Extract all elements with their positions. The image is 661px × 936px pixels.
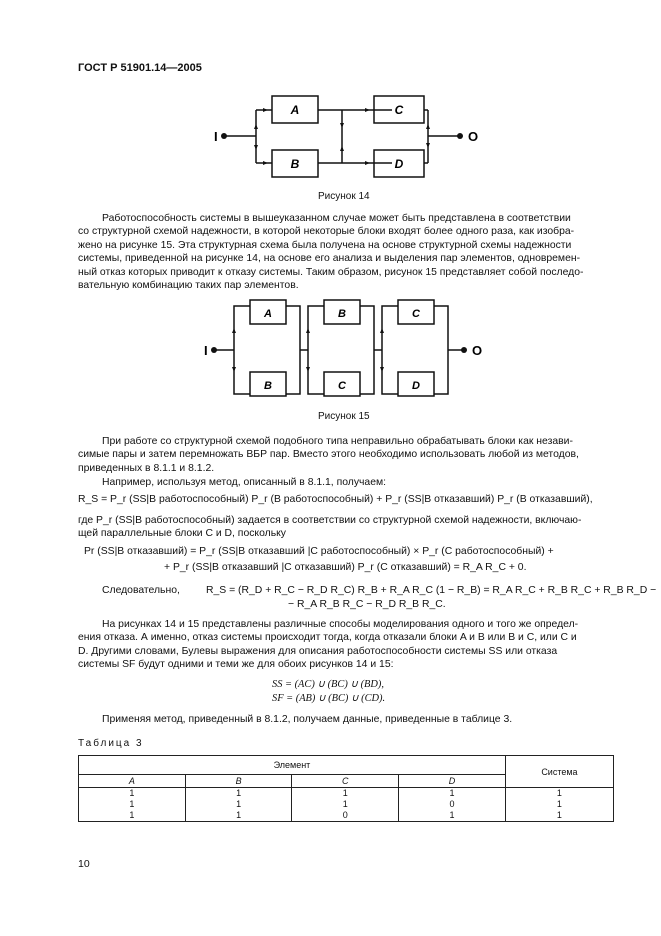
table-3 [78,755,614,822]
pair-1-top-label: A [264,308,272,320]
figure-14-caption: Рисунок 14 [318,191,370,202]
paragraph-line: жено на рисунке 15. Эта структурная схема была получена на основе структурной схемы надежности [78,239,572,251]
table-cell: 1 [185,810,292,822]
paragraph-line: Работоспособность системы в вышеуказанном случае может быть представлена в соответствии [102,213,571,224]
paragraph-line: со структурной схемой надежности, в которой некоторые блоки входят более одного раза, как изобра- [78,226,575,238]
paragraph-line: системы, приведенной на рисунке 14, на основе его анализа и выделения пар элементов, одновремен- [78,253,581,265]
paragraph-line: симые пары и затем перемножать ВБР пар. Вместо этого необходимо использовать любой из методов, [78,449,579,461]
formula-3-label: Следовательно, [102,585,180,596]
table-row [79,799,614,810]
figure-14-diagram [200,88,490,188]
paragraph-line: ения отказа. А именно, отказ системы происходит тогда, когда отказали блоки A и B или B и C, или C и [78,632,577,644]
table-cell: 0 [292,810,399,822]
table-cell: 0 [399,799,506,810]
boolean-expression-ss: SS = (AC) ∪ (BC) ∪ (BD), [272,679,384,690]
formula-1: R_S = P_r (SS|B работоспособный) P_r (B работоспособный) + P_r (SS|B отказавший) P_r (B отказавший), [78,494,593,505]
pair-3-top-label: C [412,308,420,320]
formula-3-line-2: − R_A R_B R_C − R_D R_B R_C. [288,599,446,610]
paragraph-line: Например, используя метод, описанный в 8.1.1, получаем: [102,477,387,488]
table-cell: 1 [399,788,506,800]
paragraph-line: где P_r (SS|B работоспособный) задается в соответствии со структурной схемой надежности, включаю- [78,515,582,526]
paragraph-line: приведенных в 8.1.1 и 8.1.2. [78,462,215,474]
paragraph-1 [78,212,583,292]
paragraph-6 [78,713,583,726]
boolean-expression-sf: SF = (AB) ∪ (BC) ∪ (CD). [272,693,386,704]
block-a-label: A [290,103,300,117]
pair-3-bottom-label: D [412,380,420,392]
table-cell: 1 [79,810,186,822]
paragraph-line: При работе со структурной схемой подобного типа неправильно обрабатывать блоки как незави- [102,436,573,447]
paragraph-line: щей параллельные блоки C и D, поскольку [78,528,286,540]
element-group-header: Элемент [79,756,506,775]
output-label: O [468,129,479,144]
output-label: O [472,343,483,358]
paragraph-5 [78,618,583,672]
table-cell: 1 [399,810,506,822]
pair-2-bottom-label: C [338,380,346,392]
column-header-a: A [79,775,186,788]
input-label: I [204,343,208,358]
paragraph-line: На рисунках 14 и 15 представлены различные способы моделирования одного и того же определ- [102,619,579,630]
document-header: ГОСТ Р 51901.14—2005 [78,62,202,74]
block-c-label: C [394,103,404,117]
page-number: 10 [78,858,90,870]
paragraph-line: ный отказ которых приводит к отказу системы. Таким образом, рисунок 15 представляет собой последо- [78,266,584,278]
column-header-d: D [399,775,506,788]
formula-2-line-2: + P_r (SS|B отказавший |C отказавший) P_r (C отказавший) = R_A R_C + 0. [164,562,527,573]
table-cell: 1 [292,788,399,800]
formula-2-line-1: Pr (SS|B отказавший) = P_r (SS|B отказавший |C работоспособный) × P_r (C работоспособный) + [84,546,554,557]
paragraph-4 [78,514,583,541]
table-cell: 1 [505,810,613,822]
table-cell: 1 [79,788,186,800]
figure-15-caption: Рисунок 15 [318,411,370,422]
table-caption: Таблица 3 [78,738,144,749]
block-b-label: B [290,157,300,171]
paragraph-line: Применяя метод, приведенный в 8.1.2, получаем данные, приведенные в таблице 3. [102,714,513,725]
input-label: I [214,129,218,144]
table-row [79,788,614,800]
table-cell: 1 [505,799,613,810]
table-cell: 1 [292,799,399,810]
system-header: Система [505,756,613,788]
formula-3-line-1: R_S = (R_D + R_C − R_D R_C) R_B + R_A R_C (1 − R_B) = R_A R_C + R_B R_C + R_B R_D − [206,585,657,596]
column-header-b: B [185,775,292,788]
paragraph-2 [78,435,583,475]
pair-1-bottom-label: B [264,380,272,392]
table-cell: 1 [505,788,613,800]
column-header-c: C [292,775,399,788]
paragraph-line: вательную комбинацию таких пар элементов. [78,280,299,292]
figure-15-diagram [198,298,498,406]
paragraph-3 [78,476,583,489]
table-cell: 1 [79,799,186,810]
table-cell: 1 [185,799,292,810]
paragraph-line: системы SF будут одними и теми же для обоих рисунков 14 и 15: [78,659,394,671]
block-d-label: D [394,157,404,171]
paragraph-line: D. Другими словами, Булевы выражения для описания работоспособности системы SS или отказа [78,645,558,657]
table-cell: 1 [185,788,292,800]
pair-2-top-label: B [338,308,346,320]
table-row [79,810,614,822]
